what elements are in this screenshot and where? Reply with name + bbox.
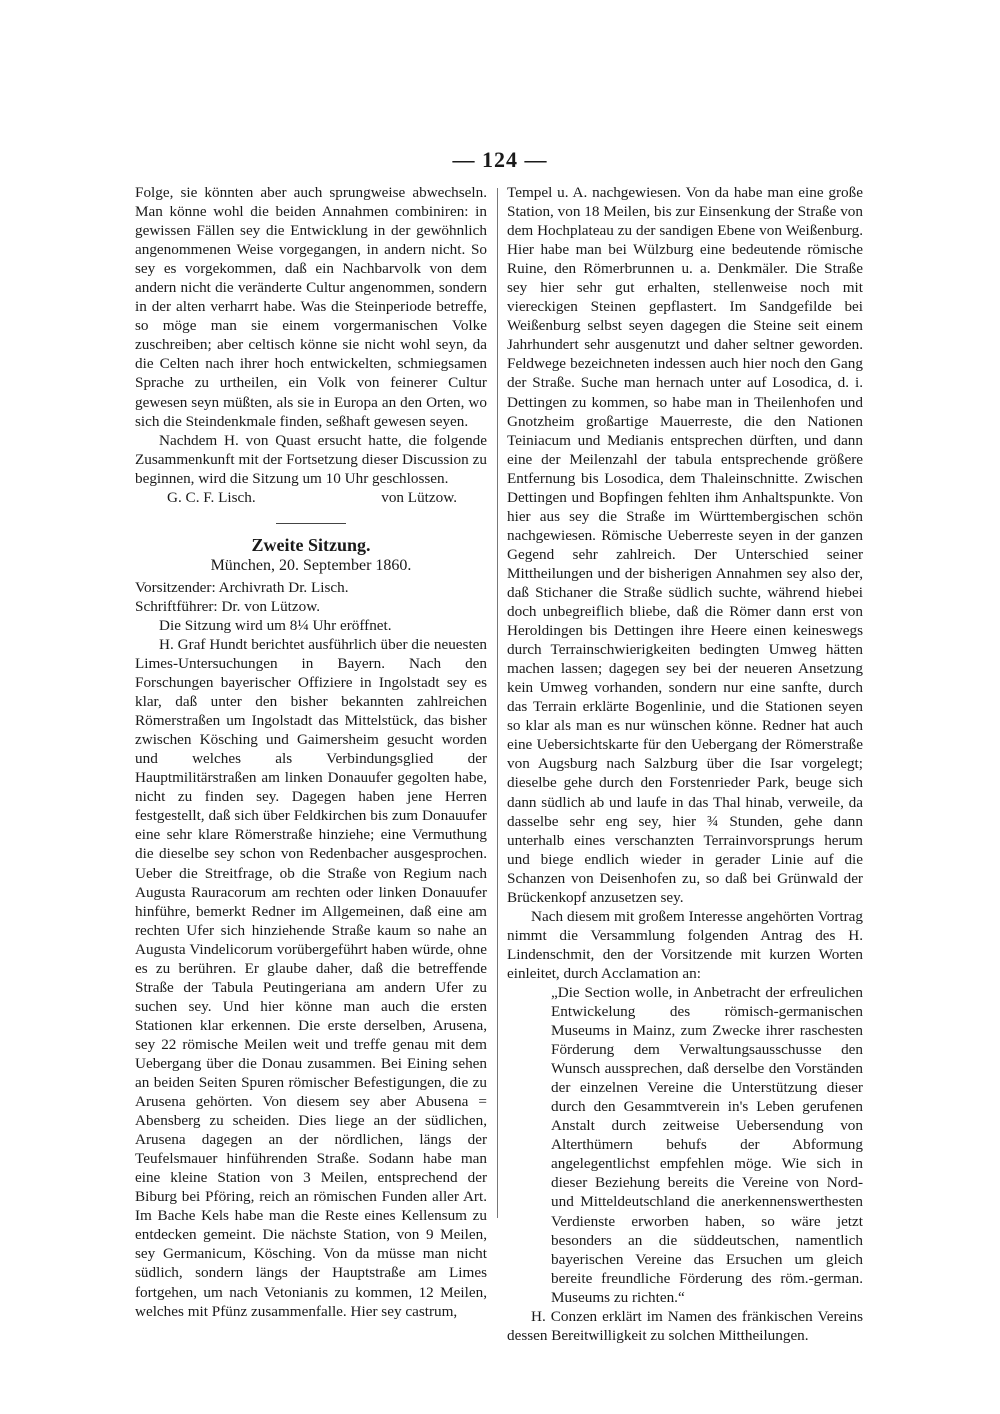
section-heading: Zweite Sitzung. [251, 534, 371, 555]
section-divider [276, 523, 346, 524]
quoted-motion: „Die Section wolle, in Anbetracht der erfreulichen Entwickelung des römisch-germanischen Museums in Mainz, zum Zwecke ihrer raschesten Förderung dem Verwaltungsausschusse den Wunsch aussprechen, daß derselbe den Vorständen der einzelnen Vereine die Unterstützung dieser durch den Gesammtverein in's Leben gerufenen Anstalt durch zeitweise Uebersendung von Alterthümern behufs der Abformung angelegentlichst empfehlen möge. Wie sich in dieser Beziehung bereits die Vereine von Nord- und Mitteldeutschland die anerkennenswerthesten Verdienste erworben haben, so wäre jetzt besonders an die süddeutschen, namentlich bayerischen Vereine das Ersuchen um gleich bereite freundliche Förderung des röm.-german. Museums zu richten.“ [551, 983, 863, 1306]
signature-luetzow: von Lützow. [381, 488, 457, 506]
secretary-line: Schriftführer: Dr. von Lützow. [135, 597, 321, 615]
paragraph: Folge, sie könnten aber auch sprungweise abwechseln. Man könne wohl die beiden Annahmen combiniren: in gewissen Fällen sey die Entwicklung in der gewöhnlich angenommenen Weise vorgegangen, in andern nicht. So sey es vorgekommen, daß ein Nachbarvolk von dem andern nicht die veränderte Cultur angenommen, sondern in der alten verharrt habe. Was die Steinperiode betreffe, so möge man sie einem vorgermanischen Volke zuschreiben; aber celtisch könne sie nicht wohl seyn, da die Celten nach ihrer hoch entwickelten, schmiegsamen Sprache zu urtheilen, ein Volk von feinerer Cultur gewesen seyn müßten, als sie in Europa an den Orten, wo sich die Steindenkmale finden, seßhaft gewesen seyen. [135, 184, 487, 430]
paragraph: Tempel u. A. nachgewiesen. Von da habe man eine große Station, von 18 Meilen, bis zur Einsenkung der Straße von dem Hochplateau zu der sandigen Ebene von Weißenburg. Hier habe man bei Wülzburg eine bedeutende römische Ruine, den Römerbrunnen u. a. Denkmäler. Die Straße sey hier sehr gut erhalten, stellenweise noch mit viereckigen Steinen gepflastert. Im Sandgefilde bei Weißenburg selbst seyen dagegen die Steine seit einem Jahrhundert sehr ausgenutzt und daher seltner geworden. Feldwege bezeichneten indessen auch hier noch den Gang der Straße. Suche man hernach unter auf Losodica, d. i. Dettingen zu kommen, so habe man in Theilenhofen und Gnotzheim großartige Mauerreste, die den Nationen Teiniacum und Medianis entsprechen dürften, und dann eine der Meilenzahl der tabula entsprechende größere Entfernung bis Losodica, dem Thaleinschnitte. Zwischen Dettingen und Bopfingen fehlten ihm Anhaltspunkte. Von hier aus sey die Straße im Württembergischen schön nachgewiesen. Römische Ueberreste seyen in der ganzen Gegend sehr zahlreich. Der Unterschied seiner Mittheilungen und der bisherigen Annahmen sey also der, daß Stichaner die Straße südlich suchte, während hiebei doch unbegreiflich bliebe, daß die Römer dann erst von Heroldingen bis Dettingen ihre Heere einen keineswegs durch Terrainschwierigkeiten bedingten Umweg hätten machen lassen; dagegen sey bei der neueren Ansetzung kein Umweg vorhanden, sondern nur eine sanfte, durch das Terrain erklärte Bogenlinie, und die Stationen seyen so klar als man es nur wünschen könne. Redner hat auch eine Uebersichtskarte für den Uebergang der Römerstraße von Augsburg nach Salzburg über die Isar vorgelegt; dieselbe gehe durch den Forstenrieder Park, beuge sich dann südlich ab und laufe in das Thal hinab, verweile, da dasselbe sehr eng sey, hier ¾ Stunden, gehe dann unterhalb eines verschanzten Terrainvorsprungs herum und biege endlich wieder in gerader Linie auf die Schanzen von Deisenhofen zu, so daß bei Grünwald der Brückenkopf anzusetzen sey. [507, 184, 863, 906]
column-divider [497, 188, 498, 1218]
paragraph: Nachdem H. von Quast ersucht hatte, die folgende Zusammenkunft mit der Fortsetzung dieser Discussion zu beginnen, wird die Sitzung um 10 Uhr geschlossen. [135, 431, 487, 487]
paragraph: H. Conzen erklärt im Namen des fränkischen Vereins dessen Bereitwilligkeit zu solchen Mittheilungen. [507, 1307, 863, 1344]
signatures [135, 488, 487, 507]
left-column [135, 183, 487, 1321]
section-date: München, 20. September 1860. [210, 556, 412, 574]
opening-line: Die Sitzung wird um 8¼ Uhr eröffnet. [159, 616, 392, 634]
paragraph: H. Graf Hundt berichtet ausführlich über die neuesten Limes-Untersuchungen in Bayern. Nach den Forschungen bayerischer Offiziere in Ingolstadt sey es klar, daß unter den bisher bekannten zahlreichen Römerstraßen um Ingolstadt das Mittelstück, das bisher zwischen Kösching und Gaimersheim gesucht worden und welches als Verbindungsglied der Hauptmilitärstraßen am linken Donauufer gegolten habe, nicht zu finden sey. Dagegen haben jene Herren festgestellt, daß sich über Feldkirchen bis zum Donauufer eine sehr klare Römerstraße hinziehe; eine Vermuthung die dieselbe sey schon von Redenbacher ausgesprochen. Ueber die Streitfrage, ob die Straße von Regium nach Augusta Rauracorum am rechten oder linken Donauufer hinführe, bemerkt Redner im Allgemeinen, daß eine am rechten Ufer sich hinziehende Straße kaum so nahe an Augusta Vindelicorum vorübergeführt haben würde, ohne es zu berühren. Er glaube daher, daß die betreffende Straße der Tabula Peutingeriana am andern Ufer zu suchen sey. Und hier könne man auch die ersten Stationen klar erkennen. Die erste derselben, Arusena, sey 22 römische Meilen weit und treffe genau mit dem Uebergang über die Donau zusammen. Bei Eining sehen an beiden Seiten Spuren römischer Befestigungen, die zu Arusena gehörten. Von diesem sey aber Abusena = Abensberg zu scheiden. Dies liege an der südlichen, Arusena dagegen an der nördlichen, längs der Teufelsmauer hinführenden Straße. Sodann habe man eine kleine Station von 3 Meilen, entsprechend der Biburg bei Pföring, reich an römischen Funden aller Art. Im Bache Kels habe man die Reste eines Kellensum zu entdecken gemeint. Die nächste Station, von 9 Meilen, sey Germanicum, Kösching. Von da müsse man nicht südlich, sondern längs der Hauptstraße am Limes fortgehen, um nach Vetonianis zu kommen, 12 Meilen, welches mit Pfünz zusammenfalle. Hier sey castrum, [135, 635, 487, 1320]
chair-line: Vorsitzender: Archivrath Dr. Lisch. [135, 578, 349, 596]
page-number: — 124 — [452, 147, 548, 172]
paragraph: Nach diesem mit großem Interesse angehörten Vortrag nimmt die Versammlung folgenden Antrag des H. Lindenschmit, den der Vorsitzende mit kurzen Worten einleitet, durch Acclamation an: [507, 907, 863, 982]
signature-lisch: G. C. F. Lisch. [167, 488, 256, 506]
right-column [507, 183, 863, 1345]
